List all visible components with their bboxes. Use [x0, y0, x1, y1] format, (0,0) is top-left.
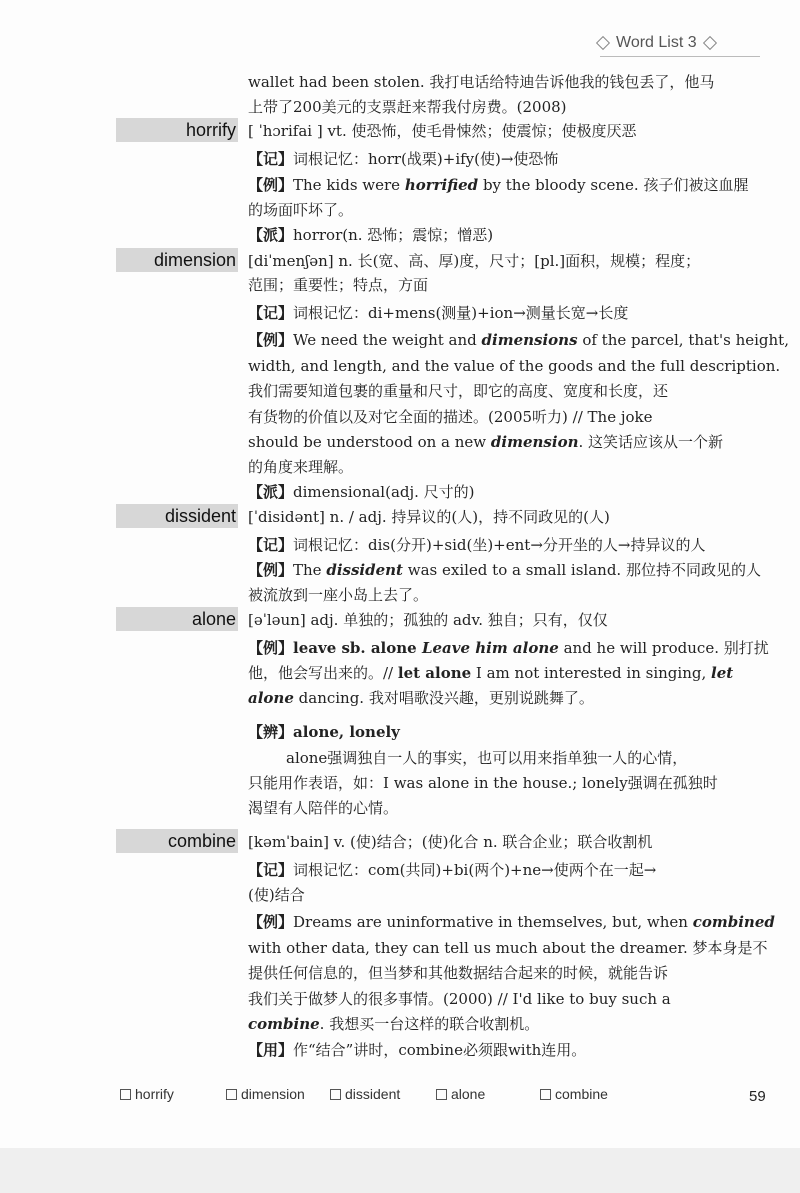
checkbox-icon[interactable]	[226, 1089, 237, 1100]
example-translation: 我们需要知道包裹的重量和尺寸，即它的高度、宽度和长度，还	[248, 382, 669, 400]
keyword: dissident	[326, 561, 403, 579]
distinction-text: alone强调独自一人的事实，也可以用来指单独一人的心情，	[286, 749, 688, 767]
checkbox-icon[interactable]	[120, 1089, 131, 1100]
running-header	[598, 34, 715, 52]
headword-dimension: dimension	[116, 248, 238, 272]
keyword: let	[711, 664, 734, 682]
checklist-item[interactable]	[120, 1086, 174, 1102]
distinction	[248, 720, 748, 744]
keyword: combine	[248, 1015, 320, 1033]
header-rule	[600, 56, 760, 57]
example-translation: 的角度来理解。	[248, 458, 354, 476]
memory-note	[248, 533, 748, 557]
definition: [diˈmenʃən] n. 长(宽、高、厚)度，尺寸；[pl.]面积，规模；程度；	[248, 252, 701, 270]
keyword: alone	[248, 689, 294, 707]
tag: 【用】	[248, 1041, 294, 1059]
checkbox-icon[interactable]	[436, 1089, 447, 1100]
memory-text: 词根记忆：horr(战栗)+ify(使)→使恐怖	[293, 150, 559, 168]
tag: 【辨】	[248, 723, 294, 741]
example-text: with other data, they can tell us much about the dreamer. 梦本身是不	[248, 939, 768, 957]
keyword: dimension	[490, 433, 579, 451]
section-title: Word List 3	[616, 34, 697, 51]
example	[248, 173, 748, 197]
example	[248, 910, 775, 934]
definition: [kəmˈbain] v. (使)结合；(使)化合 n. 联合企业；联合收割机	[248, 833, 653, 851]
example-text: was exiled to a small island. 那位持不同政见的人	[402, 561, 761, 579]
example	[248, 328, 789, 352]
definition: [ ˈhɔrifai ] vt. 使恐怖，使毛骨悚然；使震惊；使极度厌恶	[248, 122, 637, 140]
checklist-item[interactable]	[330, 1086, 400, 1102]
headword-combine: combine	[116, 829, 238, 853]
example-text: The kids were	[293, 176, 405, 194]
example-text: dancing. 我对唱歌没兴趣，更别说跳舞了。	[293, 689, 594, 707]
example-translation: 我们关于做梦人的很多事情。(2000) // I'd like to buy such a	[248, 990, 671, 1008]
example-text: by the bloody scene. 孩子们被这血腥	[478, 176, 749, 194]
checkbox-icon[interactable]	[540, 1089, 551, 1100]
distinction-words: alone, lonely	[293, 723, 400, 741]
tag: 【例】	[248, 639, 294, 657]
tag: 【例】	[248, 913, 294, 931]
example	[248, 558, 761, 582]
example-translation: 的场面吓坏了。	[248, 201, 354, 219]
continued-text: wallet had been stolen. 我打电话给特迪告诉他我的钱包丢了，他马	[248, 73, 715, 91]
checkbox-icon[interactable]	[330, 1089, 341, 1100]
example	[248, 686, 748, 710]
tag: 【例】	[248, 176, 294, 194]
example	[248, 1012, 748, 1036]
example-text: of the parcel, that's height,	[577, 331, 789, 349]
tag: 【记】	[248, 861, 294, 879]
distinction-text: 渴望有人陪伴的心情。	[248, 799, 399, 817]
example	[248, 661, 748, 685]
example	[248, 430, 748, 454]
derivative	[248, 480, 748, 504]
derivative	[248, 223, 748, 247]
memory-text: 词根记忆：di+mens(测量)+ion→测量长宽→长度	[293, 304, 629, 322]
definition: [əˈləun] adj. 单独的；孤独的 adv. 独自；只有，仅仅	[248, 611, 608, 629]
definition: 范围；重要性；特点，方面	[248, 276, 429, 294]
checklist-item[interactable]	[436, 1086, 485, 1102]
tag: 【派】	[248, 483, 294, 501]
headword-horrify: horrify	[116, 118, 238, 142]
tag: 【派】	[248, 226, 294, 244]
example-text: . 这笑话应该从一个新	[578, 433, 724, 451]
memory-text: 词根记忆：dis(分开)+sid(坐)+ent→分开坐的人→持异议的人	[293, 536, 706, 554]
keyword: Leave him alone	[421, 639, 559, 657]
checklist-label: dimension	[241, 1086, 305, 1102]
example-text: should be understood on a new	[248, 433, 491, 451]
tag: 【例】	[248, 331, 294, 349]
tag: 【例】	[248, 561, 294, 579]
phrase: let alone	[397, 664, 472, 682]
keyword: dimensions	[481, 331, 578, 349]
usage-text: 作“结合”讲时，combine必须跟with连用。	[293, 1041, 587, 1059]
distinction-text: 只能用作表语，如：I was alone in the house.; lonely强调在孤独时	[248, 774, 718, 792]
memory-text: 词根记忆：com(共同)+bi(两个)+ne→使两个在一起→	[293, 861, 657, 879]
example-text: I am not interested in singing,	[471, 664, 712, 682]
memory-note	[248, 858, 748, 882]
keyword: combined	[692, 913, 775, 931]
definition: [ˈdisidənt] n. / adj. 持异议的(人)，持不同政见的(人)	[248, 508, 610, 526]
headword-alone: alone	[116, 607, 238, 631]
diamond-icon	[596, 36, 610, 50]
example-translation: 有货物的价值以及对它全面的描述。(2005听力) // The joke	[248, 408, 653, 426]
headword-dissident: dissident	[116, 504, 238, 528]
keyword: horrified	[404, 176, 479, 194]
example-text: 他，他会写出来的。//	[248, 664, 398, 682]
memory-note	[248, 301, 748, 325]
example-text: . 我想买一台这样的联合收割机。	[319, 1015, 540, 1033]
example	[248, 636, 769, 660]
derivative-text: horror(n. 恐怖；震惊；憎恶)	[293, 226, 494, 244]
usage	[248, 1038, 748, 1062]
example-text: Dreams are uninformative in themselves, but, when	[293, 913, 693, 931]
phrase: leave sb. alone	[293, 639, 422, 657]
tag: 【记】	[248, 150, 294, 168]
checklist-label: alone	[451, 1086, 486, 1102]
scan-margin	[0, 1148, 800, 1193]
checklist-label: horrify	[135, 1086, 174, 1102]
tag: 【记】	[248, 536, 294, 554]
derivative-text: dimensional(adj. 尺寸的)	[293, 483, 475, 501]
example-text: We need the weight and	[293, 331, 482, 349]
tag: 【记】	[248, 304, 294, 322]
example-translation: 被流放到一座小岛上去了。	[248, 586, 429, 604]
checklist-item[interactable]	[226, 1086, 305, 1102]
memory-note	[248, 147, 748, 171]
memory-text: (使)结合	[248, 886, 305, 904]
example-translation: 提供任何信息的，但当梦和其他数据结合起来的时候，就能告诉	[248, 964, 669, 982]
checklist-label: combine	[555, 1086, 608, 1102]
example-text: width, and length, and the value of the goods and the full description.	[248, 357, 781, 375]
checklist-item[interactable]	[540, 1086, 608, 1102]
continued-text: 上带了200美元的支票赶来帮我付房费。(2008)	[248, 98, 567, 116]
page-number: 59	[749, 1088, 766, 1105]
diamond-icon	[703, 36, 717, 50]
example-text: The	[293, 561, 327, 579]
example-text: and he will produce. 别打扰	[558, 639, 769, 657]
checklist-label: dissident	[345, 1086, 401, 1102]
